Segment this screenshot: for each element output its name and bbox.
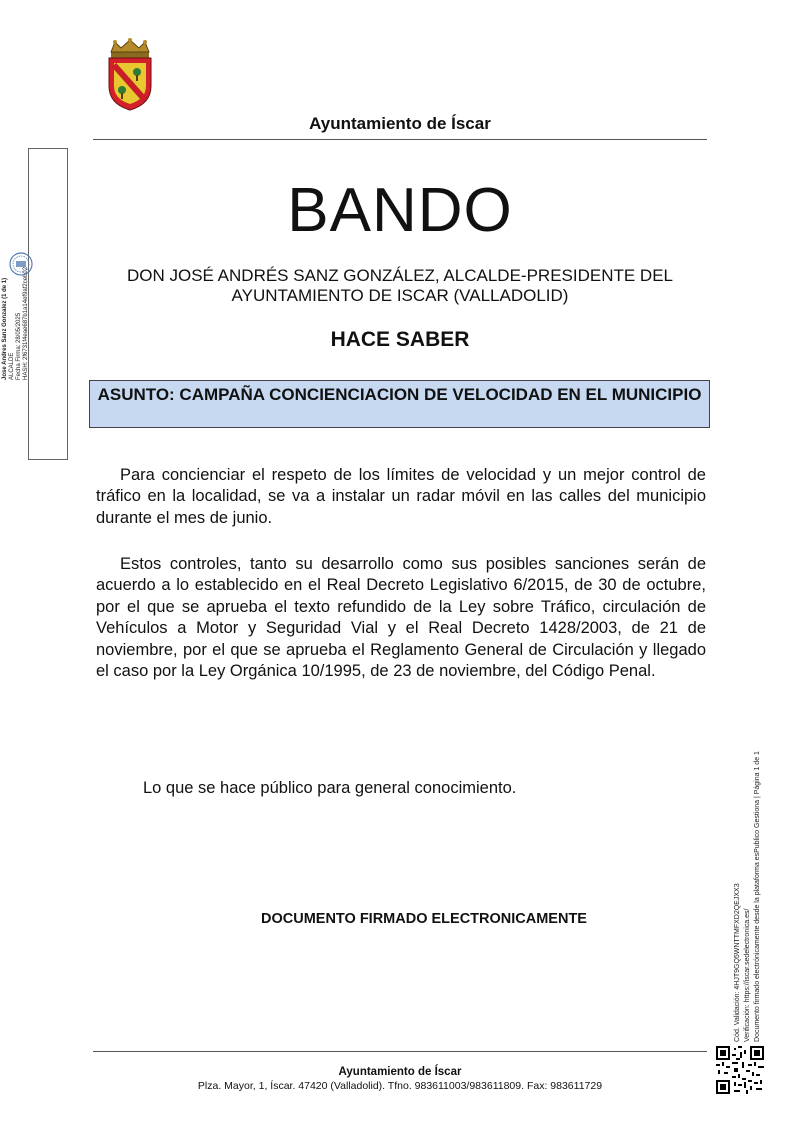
- hace-saber-heading: HACE SABER: [330, 328, 470, 351]
- body-paragraph: Estos controles, tanto su desarrollo como sus posibles sanciones serán de acuerdo a lo establecido en el Real Decreto Legislativo 6/2015, de 30 de octubre, por el que se aprueba el texto refundido de la Ley sobre Tráfico, circulación de Vehículos a Motor y Seguridad Vial y el Real Decreto 1428/2003, de 21 de noviembre, por el que se aprueba el Reglamento General de Circulación y llegado el caso por la Ley Orgánica 10/1995, de 23 de noviembre, del Código Penal.: [96, 555, 706, 681]
- stamp-role: ALCALDE: [9, 352, 15, 380]
- stamp-signer: Jose Andres Sanz Gonzalez (1 de 1): [2, 277, 8, 380]
- verification-url: Verificación: https://iscar.sedelectronica.es/: [744, 908, 751, 1042]
- footer-address: Plza. Mayor, 1, Íscar. 47420 (Valladolid). Tfno. 983611003/983611809. Fax: 983611729: [197, 1080, 603, 1092]
- mayor-statement: DON JOSÉ ANDRÉS SANZ GONZÁLEZ, ALCALDE-PRESIDENTE DEL AYUNTAMIENTO DE ISCAR (VALLADOLID): [126, 266, 674, 305]
- subject-text: ASUNTO: CAMPAÑA CONCIENCIACION DE VELOCIDAD EN EL MUNICIPIO: [97, 385, 702, 404]
- footer-divider: [93, 1051, 707, 1052]
- footer-name: Ayuntamiento de Íscar: [338, 1066, 462, 1078]
- platform-notice: Documento firmado electrónicamente desde la plataforma esPublico Gestiona | Página 1 de 1: [754, 751, 761, 1042]
- stamp-date: Fecha Firma: 28/05/2025: [16, 312, 22, 380]
- signed-notice: DOCUMENTO FIRMADO ELECTRONICAMENTE: [261, 911, 587, 927]
- header-divider: [93, 139, 707, 140]
- document-title: BANDO: [287, 176, 513, 245]
- header-title: Ayuntamiento de Íscar: [309, 114, 491, 133]
- closing-statement: Lo que se hace público para general conocimiento.: [143, 779, 517, 797]
- coat-of-arms-icon: [105, 38, 155, 112]
- electronic-seal-icon: [9, 252, 33, 276]
- stamp-hash: HASH: 2f6731f4eae687b1a14ef9af2ceb02: [23, 266, 29, 380]
- body-paragraph: Para concienciar el respeto de los límites de velocidad y un mejor control de tráfico en la localidad, se va a instalar un radar móvil en las calles del municipio durante el mes de junio.: [96, 466, 706, 527]
- subject-box: [89, 380, 710, 428]
- validation-code: Cód. Validación: 4HJT9GQ5WNTTMFXD2QEJXX3: [734, 883, 741, 1042]
